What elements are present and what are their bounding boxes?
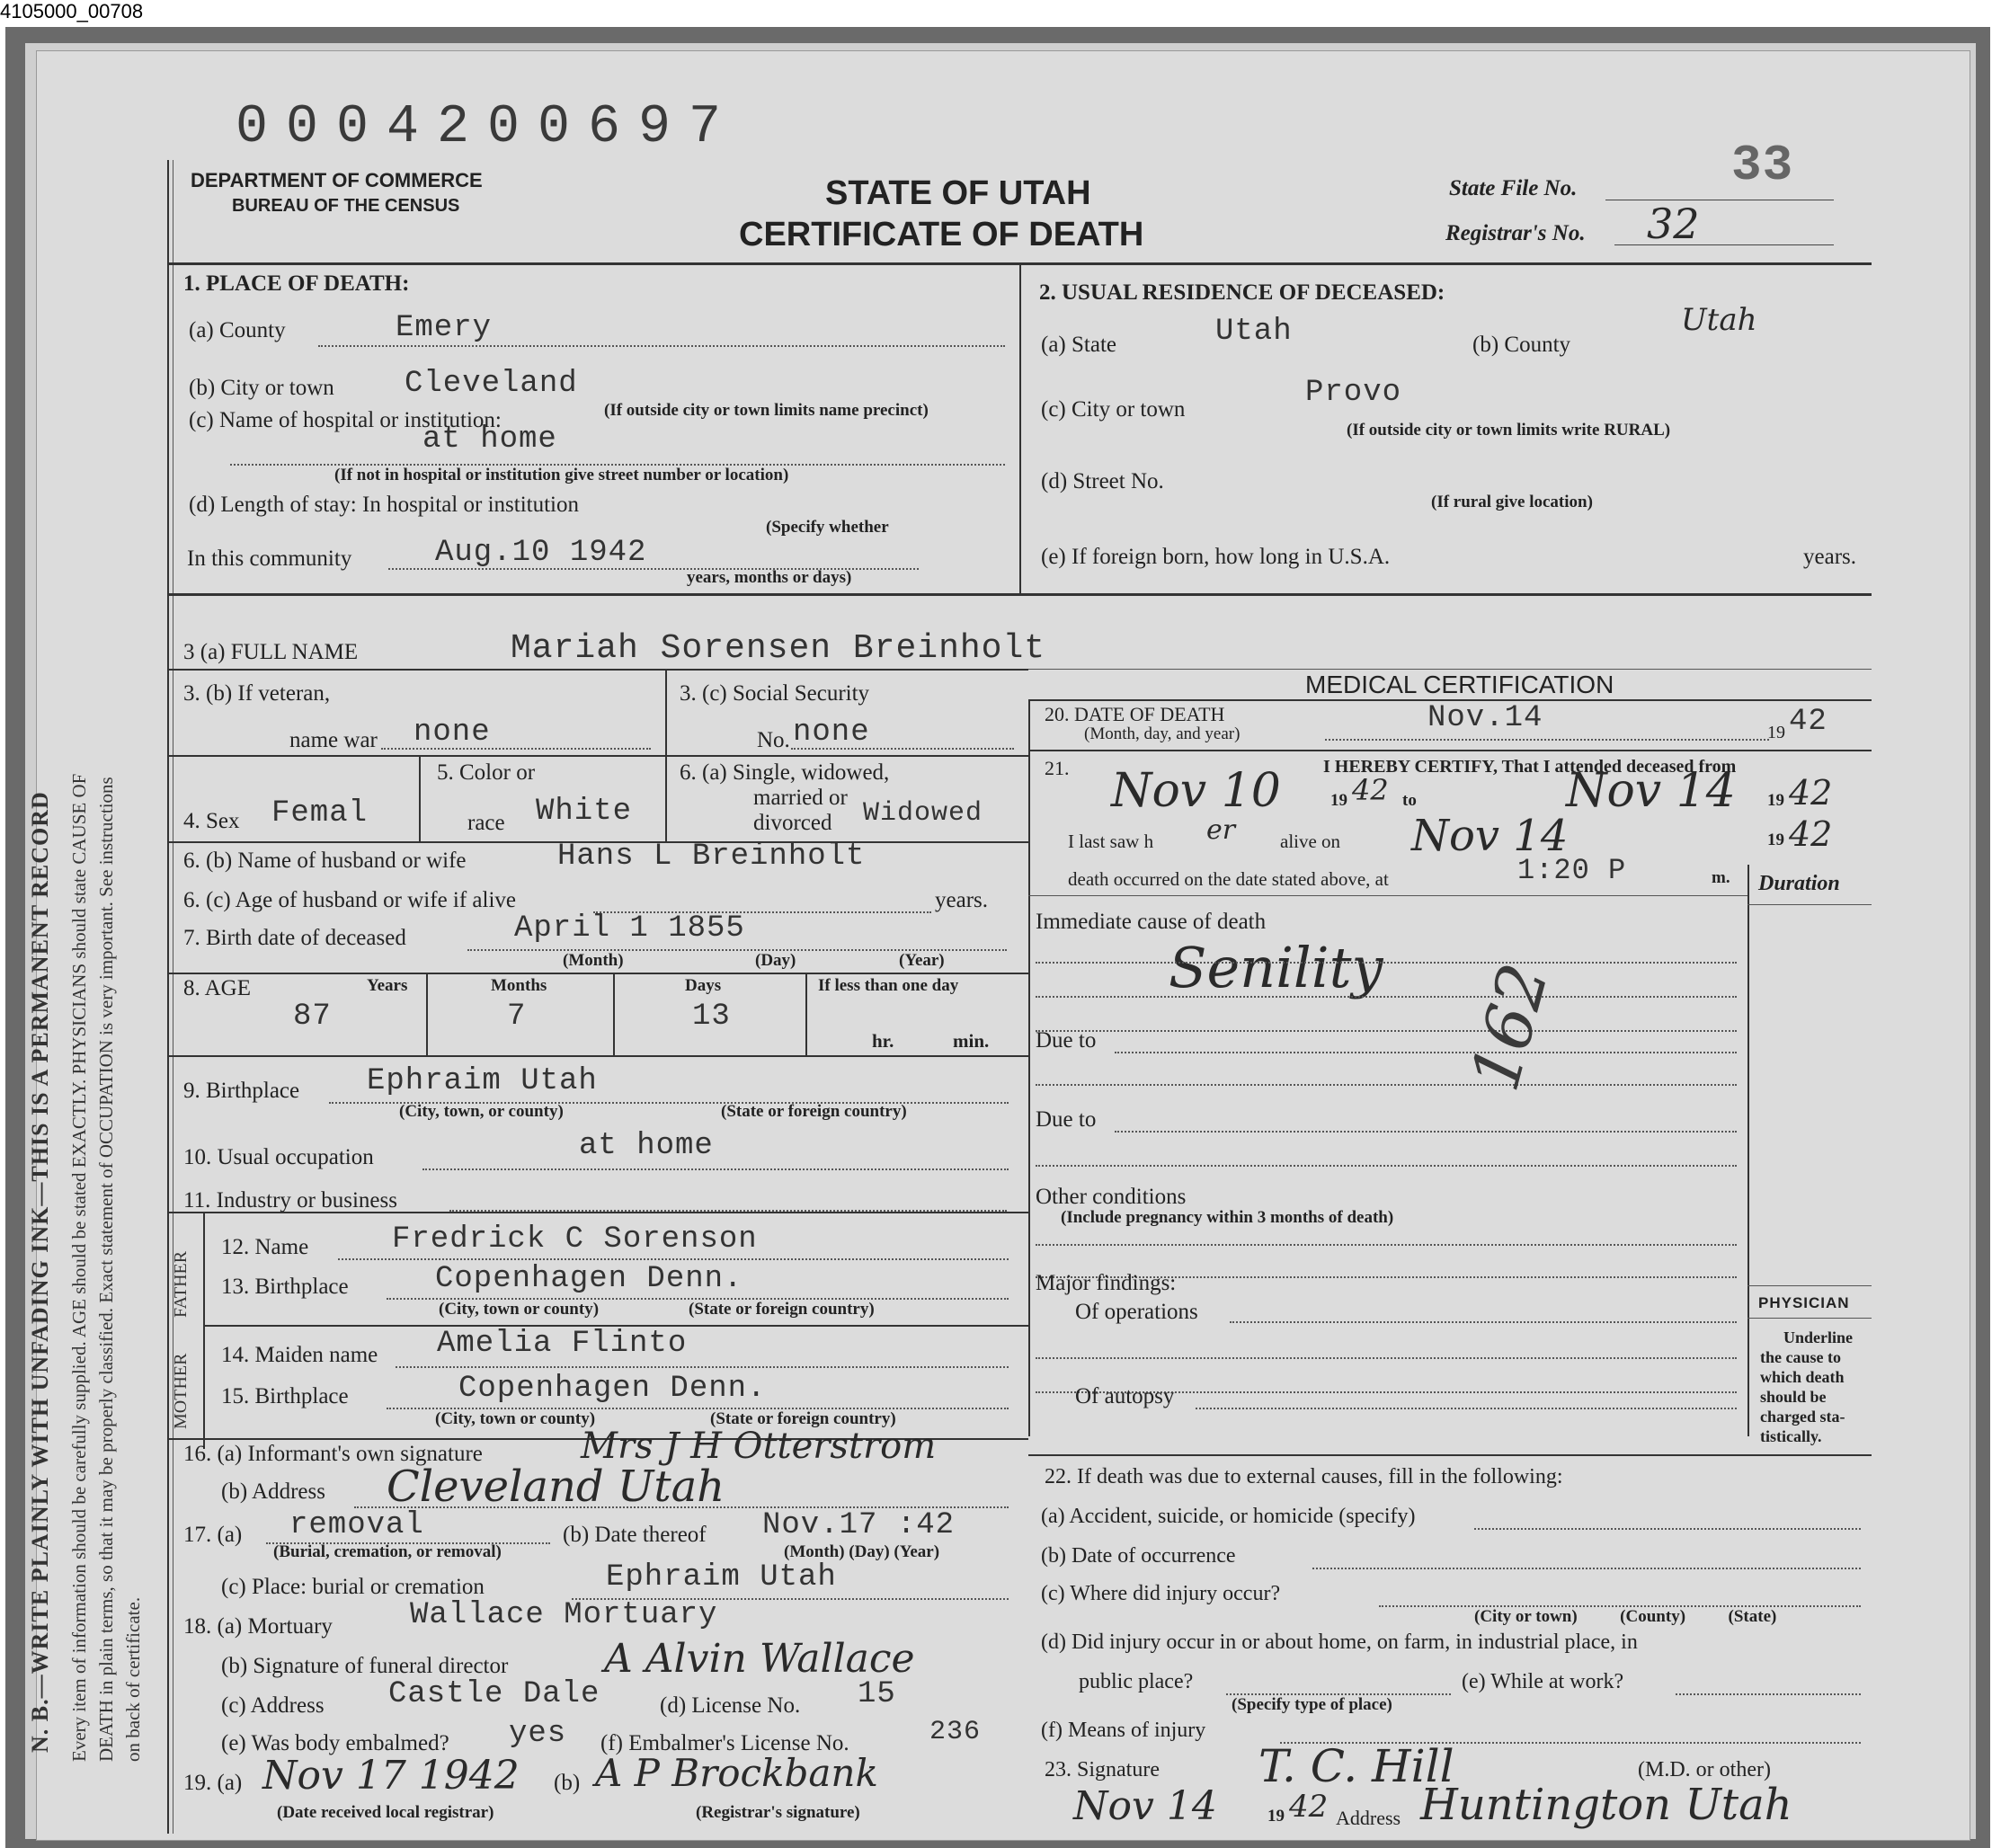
signature-md: (M.D. or other) [1638,1758,1771,1781]
age-days-header: Days [685,976,722,995]
physician-signature: T. C. Hill [1258,1740,1454,1792]
underline-note-1: Underline [1783,1328,1854,1346]
title-state: STATE OF UTAH [825,174,1091,212]
mother-note-2: (State or foreign country) [710,1409,896,1428]
top-divider [1019,262,1021,593]
residence-city: Provo [1305,376,1402,410]
death-date-label: 20. DATE OF DEATH [1045,703,1225,725]
medical-heading: MEDICAL CERTIFICATION [1305,671,1614,698]
underline-note-5: charged sta- [1760,1408,1845,1426]
form-left-border [167,160,169,1834]
mortuary-value: Wallace Mortuary [410,1598,718,1632]
occupation-label: 10. Usual occupation [183,1145,374,1169]
alive-on-label: alive on [1280,831,1341,852]
underline-note-2: the cause to [1760,1348,1841,1366]
ssn-line [791,748,1014,750]
cause-line-3 [1036,1030,1737,1032]
ssn-value: none [793,715,870,750]
informant-signature-label: 16. (a) Informant's own signature [183,1442,483,1466]
place-community: Aug.10 1942 [435,536,647,570]
physician-rule-2 [1747,1318,1872,1319]
place-specify-note: (Specify whether [766,518,889,537]
document-id: 4105000_00708 [0,0,144,22]
external-d-2: public place? [1079,1670,1194,1693]
section-rule-4 [167,973,1028,974]
serial-number: 0004200697 [236,97,740,158]
external-d-note: (Specify type of place) [1232,1695,1392,1714]
occurred-label: death occurred on the date stated above, at [1068,868,1389,890]
side-note-permanent: N. B.—WRITE PLAINLY WITH UNFADING INK—THIS IS A PERMANENT RECORD [27,791,53,1753]
residence-city-note: (If outside city or town limits write RURAL) [1347,421,1671,440]
fullname-rule [167,669,1028,671]
embalmed-value: yes [509,1717,567,1751]
external-d: (d) Did injury occur in or about home, on farm, in industrial place, in [1041,1630,1638,1654]
underline-note-6: tistically. [1760,1427,1822,1445]
due-to-label-1: Due to [1036,1028,1097,1053]
duration-column-border [1747,865,1749,1436]
father-note-1: (City, town or county) [439,1300,600,1319]
title-certificate: CERTIFICATE OF DEATH [739,216,1144,253]
race-label-1: 5. Color or [437,760,536,785]
mortuary-address-label: (c) Address [221,1693,325,1718]
underline-note-3: which death [1760,1368,1845,1386]
age-div-2 [613,973,615,1055]
residence-heading: 2. USUAL RESIDENCE OF DECEASED: [1039,280,1445,305]
age-months: 7 [507,1000,527,1034]
signature-date-year: 42 [1289,1789,1329,1825]
funeral-director-label: (b) Signature of funeral director [221,1654,509,1678]
license-value: 15 [858,1677,896,1711]
external-b-line [1312,1568,1861,1569]
mortuary-address: Castle Dale [388,1677,600,1711]
birthplace-value: Ephraim Utah [367,1064,598,1098]
birth-value: April 1 1855 [514,911,745,946]
registrar-signature: A P Brockbank [595,1751,878,1795]
operations-line [1230,1321,1737,1323]
residence-street-label: (d) Street No. [1041,469,1164,493]
signature-address: Huntington Utah [1420,1780,1792,1830]
marital-label-1: 6. (a) Single, widowed, [680,760,890,785]
side-note-instructions-3: on back of certificate. [122,1596,144,1762]
residence-street-note: (If rural give location) [1431,493,1593,511]
place-city: Cleveland [405,367,578,401]
state-file-number: 33 [1731,137,1794,194]
mortuary-label: 18. (a) Mortuary [183,1614,333,1639]
attended-from: Nov 10 [1111,764,1281,818]
race-divider [665,755,667,841]
mother-name-line [396,1366,1009,1368]
external-c-note: (City or town) (County) (State) [1474,1607,1777,1626]
place-hospital-label: (c) Name of hospital or institution: [189,408,502,432]
age-months-header: Months [491,976,547,995]
duration-header: Duration [1758,872,1840,895]
father-birthplace-label: 13. Birthplace [221,1275,349,1299]
mother-name: Amelia Flinto [437,1327,688,1361]
disposal-date-note: (Month) (Day) (Year) [784,1542,940,1561]
registrar-note-1: (Date received local registrar) [277,1803,494,1822]
duration-rule-1 [1747,904,1872,905]
death-date-rule [1028,750,1872,751]
cause-line-5 [1036,1084,1737,1086]
father-name: Fredrick C Sorenson [392,1222,758,1257]
mother-birthplace: Copenhagen Denn. [458,1372,767,1406]
sex-value: Femal [271,796,369,831]
fullname-label: 3 (a) FULL NAME [183,640,359,664]
place-county-label: (a) County [189,318,286,342]
birth-month-note: (Month) [563,951,624,970]
attended-to-19: 19 [1767,791,1784,810]
spouse-age-label: 6. (c) Age of husband or wife if alive [183,888,517,912]
cause-line-7 [1036,1165,1737,1167]
certify-text: I HEREBY CERTIFY, That I attended deceased from [1323,757,1737,777]
signature-date-19: 19 [1267,1807,1285,1826]
registrar-note-2: (Registrar's signature) [696,1803,860,1822]
age-years: 87 [293,1000,332,1034]
registrar-number-label: Registrar's No. [1445,221,1586,245]
registrar-number: 32 [1647,200,1700,248]
side-note-instructions-2: DEATH in plain terms, so that it may be properly classified. Exact statement of OCCUPATION is very important. See instructions [95,777,117,1762]
veteran-divider [665,669,667,755]
fullname-rule-right [1028,669,1872,670]
industry-label: 11. Industry or business [183,1188,397,1213]
registrar-label: 19. (a) [183,1771,243,1795]
informant-address: Cleveland Utah [387,1462,725,1512]
spouse-age-years: years. [935,888,988,912]
major-findings-label: Major findings: [1036,1271,1177,1295]
birth-year-note: (Year) [899,951,945,970]
registrar-date: Nov 17 1942 [262,1753,520,1799]
sex-divider [419,755,421,841]
burial-place: Ephraim Utah [606,1560,837,1595]
state-file-label: State File No. [1449,176,1578,200]
birthplace-label: 9. Birthplace [183,1079,300,1103]
immediate-cause-label: Immediate cause of death [1036,910,1267,934]
place-county-line [318,345,1005,347]
birth-day-note: (Day) [755,951,796,970]
race-value: White [536,795,633,829]
due-to-label-2: Due to [1036,1107,1097,1132]
ssn-label: 3. (c) Social Security [680,681,870,706]
disposal-value: removal [289,1508,424,1542]
disposal-label: 17. (a) [183,1523,243,1547]
death-time-m: m. [1712,868,1730,887]
last-saw-19: 19 [1767,831,1784,849]
signature-address-label: Address [1336,1807,1401,1829]
residence-county-label: (b) County [1472,333,1571,357]
place-hospital: at home [422,422,557,457]
veteran-label: 3. (b) If veteran, [183,681,331,706]
cause-line-4 [1115,1052,1737,1053]
cause-line-1 [1036,962,1737,964]
veteran-value: none [414,715,491,750]
age-min: min. [953,1030,990,1052]
disposal-date: Nov.17 :42 [762,1508,956,1542]
ssn-no-label: No. [757,728,790,752]
residence-state: Utah [1215,315,1293,349]
place-stay-label: (d) Length of stay: In hospital or institution [189,493,579,517]
residence-city-label: (c) City or town [1041,397,1186,422]
death-date-year: 42 [1789,705,1827,739]
underline-note-4: should be [1760,1388,1827,1406]
disposal-note: (Burial, cremation, or removal) [273,1542,502,1561]
section-rule-6 [167,1212,1028,1213]
parents-divider [203,1212,205,1449]
registrar-b-label: (b) [554,1771,581,1795]
license-label: (d) License No. [660,1693,801,1718]
cause-line-8 [1036,1244,1737,1246]
place-city-note: (If outside city or town limits name precinct) [604,401,929,420]
cause-line-2 [1036,996,1737,998]
mother-birthplace-label: 15. Birthplace [221,1384,349,1408]
father-birthplace: Copenhagen Denn. [435,1262,743,1296]
external-f: (f) Means of injury [1041,1719,1206,1742]
place-ymd-note: years, months or days) [687,568,852,587]
external-heading: 22. If death was due to external causes, fill in the following: [1045,1465,1563,1488]
other-conditions-note: (Include pregnancy within 3 months of death) [1061,1208,1394,1227]
medical-left-border [1028,699,1030,1436]
fullname: Mariah Sorensen Breinholt [511,629,1046,668]
section-rule-5 [167,1055,1028,1057]
last-saw-date: Nov 14 [1411,811,1569,861]
age-label: 8. AGE [183,976,251,1000]
certify-number: 21. [1045,757,1070,779]
mother-side-label: MOTHER [171,1353,191,1429]
marital-label-3: divorced [753,811,832,835]
birth-label: 7. Birth date of deceased [183,926,406,950]
age-hr: hr. [872,1030,894,1052]
death-time: 1:20 P [1517,854,1627,887]
residence-foreign-label: (e) If foreign born, how long in U.S.A. [1041,545,1391,569]
cause-code: 162 [1456,955,1564,1099]
attended-to-year: 42 [1789,773,1833,813]
external-e: (e) While at work? [1462,1670,1624,1693]
residence-years-label: years. [1803,545,1856,569]
attended-to: Nov 14 [1566,764,1736,818]
last-saw-pronoun: er [1206,814,1236,846]
physician-label: PHYSICIAN [1758,1294,1850,1311]
last-saw-label: I last saw h [1068,831,1154,852]
residence-county: Utah [1681,302,1757,338]
spouse-label: 6. (b) Name of husband or wife [183,848,467,873]
informant-address-label: (b) Address [221,1479,325,1504]
signature-label: 23. Signature [1045,1758,1160,1781]
external-rule [1028,1454,1872,1456]
last-saw-year: 42 [1789,814,1833,854]
occupation-line [422,1168,1009,1170]
disposal-date-label: (b) Date thereof [563,1523,707,1547]
birthplace-note-2: (State or foreign country) [721,1102,907,1121]
section-rule-1 [167,593,1872,596]
age-div-1 [426,973,428,1055]
cause-line-10 [1036,1357,1737,1359]
external-b: (b) Date of occurrence [1041,1544,1236,1568]
age-days: 13 [692,1000,731,1034]
mother-note-1: (City, town or county) [435,1409,596,1428]
father-side-label: FATHER [171,1250,191,1318]
marital-value: Widowed [863,798,983,829]
birthplace-note-1: (City, town, or county) [399,1102,564,1121]
death-date: Nov.14 [1427,701,1543,735]
veteran-line [381,748,651,750]
embalmer-license: 236 [929,1717,982,1747]
death-date-19: 19 [1767,723,1785,742]
external-a-line [1474,1528,1861,1530]
father-note-2: (State or foreign country) [689,1300,875,1319]
attended-to-word: to [1402,791,1417,810]
operations-label: Of operations [1075,1300,1198,1324]
external-c: (c) Where did injury occur? [1041,1582,1281,1605]
embalmed-label: (e) Was body embalmed? [221,1731,449,1755]
dept-line-1: DEPARTMENT OF COMMERCE [191,169,483,191]
immediate-cause: Senility [1169,935,1383,1000]
signature-date: Nov 14 [1073,1783,1217,1829]
occupation-value: at home [579,1129,714,1163]
residence-state-label: (a) State [1041,333,1116,357]
funeral-director-signature: A Alvin Wallace [604,1636,915,1682]
sex-label: 4. Sex [183,809,240,833]
attended-from-year: 42 [1352,773,1389,807]
external-e-line [1676,1693,1861,1695]
place-county: Emery [396,311,493,345]
age-less-header: If less than one day [818,976,959,995]
place-community-label: In this community [187,546,352,571]
side-note-instructions-1: Every item of information should be carefully supplied. AGE should be stated EXACTLY. PHYSICIANS should state CAUSE OF [68,773,90,1762]
age-years-header: Years [367,976,408,995]
informant-signature: Mrs J H Otterstrom [581,1426,937,1467]
autopsy-line [1196,1408,1737,1409]
father-name-label: 12. Name [221,1235,309,1259]
age-div-3 [805,973,807,1055]
place-hospital-note: (If not in hospital or institution give street number or location) [334,466,789,484]
death-date-note: (Month, day, and year) [1084,724,1241,743]
embalmer-license-label: (f) Embalmer's License No. [600,1731,849,1755]
burial-place-label: (c) Place: burial or cremation [221,1575,485,1599]
attended-from-19: 19 [1330,791,1347,810]
other-conditions-label: Other conditions [1036,1185,1187,1209]
veteran-name-war-label: name war [289,728,378,752]
place-city-label: (b) City or town [189,376,334,400]
physician-rule [1747,1285,1872,1286]
mother-name-label: 14. Maiden name [221,1343,378,1367]
race-label-2: race [467,811,505,835]
place-heading: 1. PLACE OF DEATH: [183,271,410,296]
marital-label-2: married or [753,786,848,810]
certify-rule [1028,895,1747,896]
spouse-value: Hans L Breinholt [557,840,866,874]
father-name-line [338,1258,1009,1260]
death-date-line [1325,739,1769,741]
external-a: (a) Accident, suicide, or homicide (specify) [1041,1505,1416,1528]
autopsy-label: Of autopsy [1075,1384,1175,1408]
section-rule-2 [167,755,1028,757]
dept-line-2: BUREAU OF THE CENSUS [232,196,460,216]
cause-line-6 [1115,1131,1737,1133]
